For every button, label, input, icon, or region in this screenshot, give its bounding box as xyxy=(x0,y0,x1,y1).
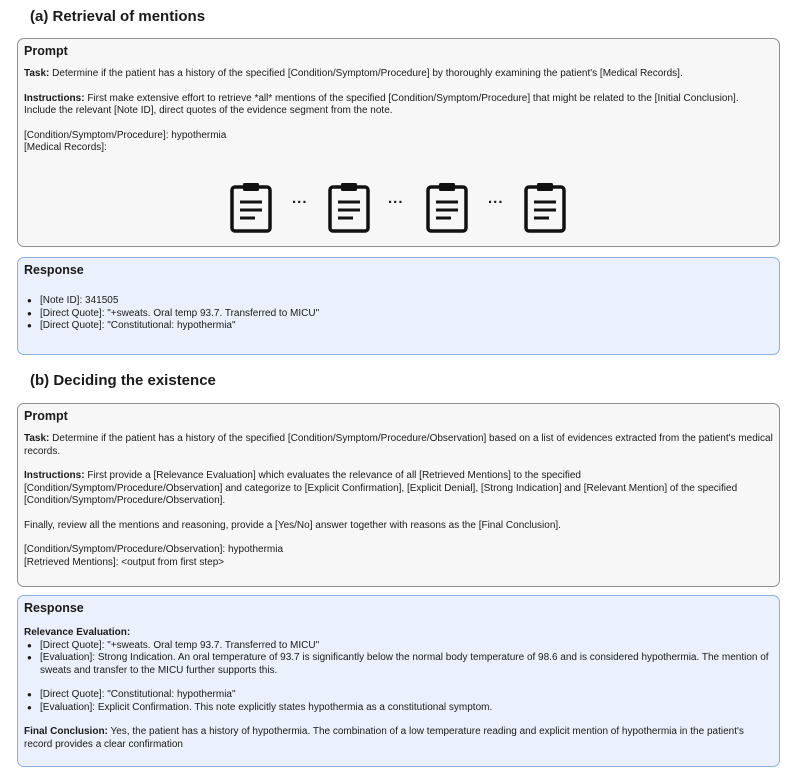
prompt-title: Prompt xyxy=(24,44,68,58)
clipboard-document-icon xyxy=(523,182,567,234)
finally-paragraph: Finally, review all the mentions and reasoning, provide a [Yes/No] answer together with reasons as the [Final Conclusion]. xyxy=(24,519,561,531)
ellipsis: ... xyxy=(292,190,308,207)
list-item: ● [Direct Quote]: "+sweats. Oral temp 93.7. Transferred to MICU" xyxy=(24,640,773,653)
task-text: Determine if the patient has a history of the specified [Condition/Symptom/Procedure/Observation] based on a list of evidences extracted from the patient's medical records. xyxy=(24,433,773,457)
clipboard-document-icon xyxy=(229,182,273,234)
section-a-prompt-box xyxy=(17,38,780,247)
task-label: Task: xyxy=(24,68,50,79)
section-b-title: (b) Deciding the existence xyxy=(30,372,216,389)
relevance-evaluation-label: Relevance Evaluation: xyxy=(24,627,131,638)
task-paragraph xyxy=(24,433,773,458)
retrieved-mentions-line: [Retrieved Mentions]: <output from first step> xyxy=(24,556,225,568)
ellipsis: ... xyxy=(388,190,404,207)
task-text: Determine if the patient has a history of the specified [Condition/Symptom/Procedure] by thoroughly examining the patient's [Medical Records]. xyxy=(49,68,683,79)
clipboard-document-icon xyxy=(327,182,371,234)
ellipsis: ... xyxy=(488,190,504,207)
response-title: Response xyxy=(24,263,84,277)
medical-records-documents xyxy=(18,182,779,234)
instructions-label: Instructions: xyxy=(24,92,85,104)
instructions-text: First provide a [Relevance Evaluation] which evaluates the relevance of all [Retrieved Mentions] to the specified [Condition/Symptom/Procedure/Observation] and categorize to [Explicit Confirmation], [Explicit Denial], [Strong Indication] and [Relevant Mention] of the specified [Condition/Symptom/Procedure/Observation]. xyxy=(24,470,738,506)
list-item: ● [Evaluation]: Explicit Confirmation. This note explicitly states hypothermia as a constitutional symptom. xyxy=(24,702,773,715)
condition-line: [Condition/Symptom/Procedure]: hypothermia xyxy=(24,129,227,141)
section-a-response-box xyxy=(17,257,780,355)
list-item: ● [Direct Quote]: "Constitutional: hypothermia" xyxy=(24,320,773,333)
final-conclusion-label: Final Conclusion: xyxy=(24,726,108,737)
condition-line: [Condition/Symptom/Procedure/Observation]: hypothermia xyxy=(24,544,284,555)
response-title: Response xyxy=(24,601,84,615)
instructions-paragraph xyxy=(24,470,773,508)
task-paragraph xyxy=(24,68,773,81)
clipboard-document-icon xyxy=(425,182,469,234)
list-item: ● [Direct Quote]: "Constitutional: hypothermia" xyxy=(24,689,773,702)
section-b-prompt-box xyxy=(17,403,780,587)
section-b-response-box xyxy=(17,595,780,767)
list-item: ● [Note ID]: 341505 xyxy=(24,295,773,308)
medical-records-line: [Medical Records]: xyxy=(24,142,107,153)
final-conclusion-text: Yes, the patient has a history of hypothermia. The combination of a low temperature reading and explicit mention of hypothermia in the patient's record provides a clear confirmation xyxy=(24,726,744,750)
list-item: ● [Evaluation]: Strong Indication. An oral temperature of 93.7 is significantly below the normal body temperature of 98.6 and is considered hypothermia. The mention of sweats and transfer to the MICU further supports this. xyxy=(24,652,773,677)
evaluation-group-2 xyxy=(24,689,773,714)
response-list xyxy=(24,295,773,333)
final-conclusion-paragraph xyxy=(24,726,773,751)
task-label: Task: xyxy=(24,433,50,444)
prompt-title: Prompt xyxy=(24,409,68,423)
instructions-label: Instructions: xyxy=(24,470,85,481)
instructions-text: First make extensive effort to retrieve *all* mentions of the specified [Condition/Symptom/Procedure] that might be related to the [Initial Conclusion]. Include the relevant [Note ID], direct quotes of the evidence segment from the note. xyxy=(24,92,739,116)
evaluation-group-1 xyxy=(24,640,773,678)
section-a-title: (a) Retrieval of mentions xyxy=(30,8,206,25)
list-item: ● [Direct Quote]: "+sweats. Oral temp 93.7. Transferred to MICU" xyxy=(24,308,773,321)
instructions-paragraph xyxy=(24,93,773,118)
